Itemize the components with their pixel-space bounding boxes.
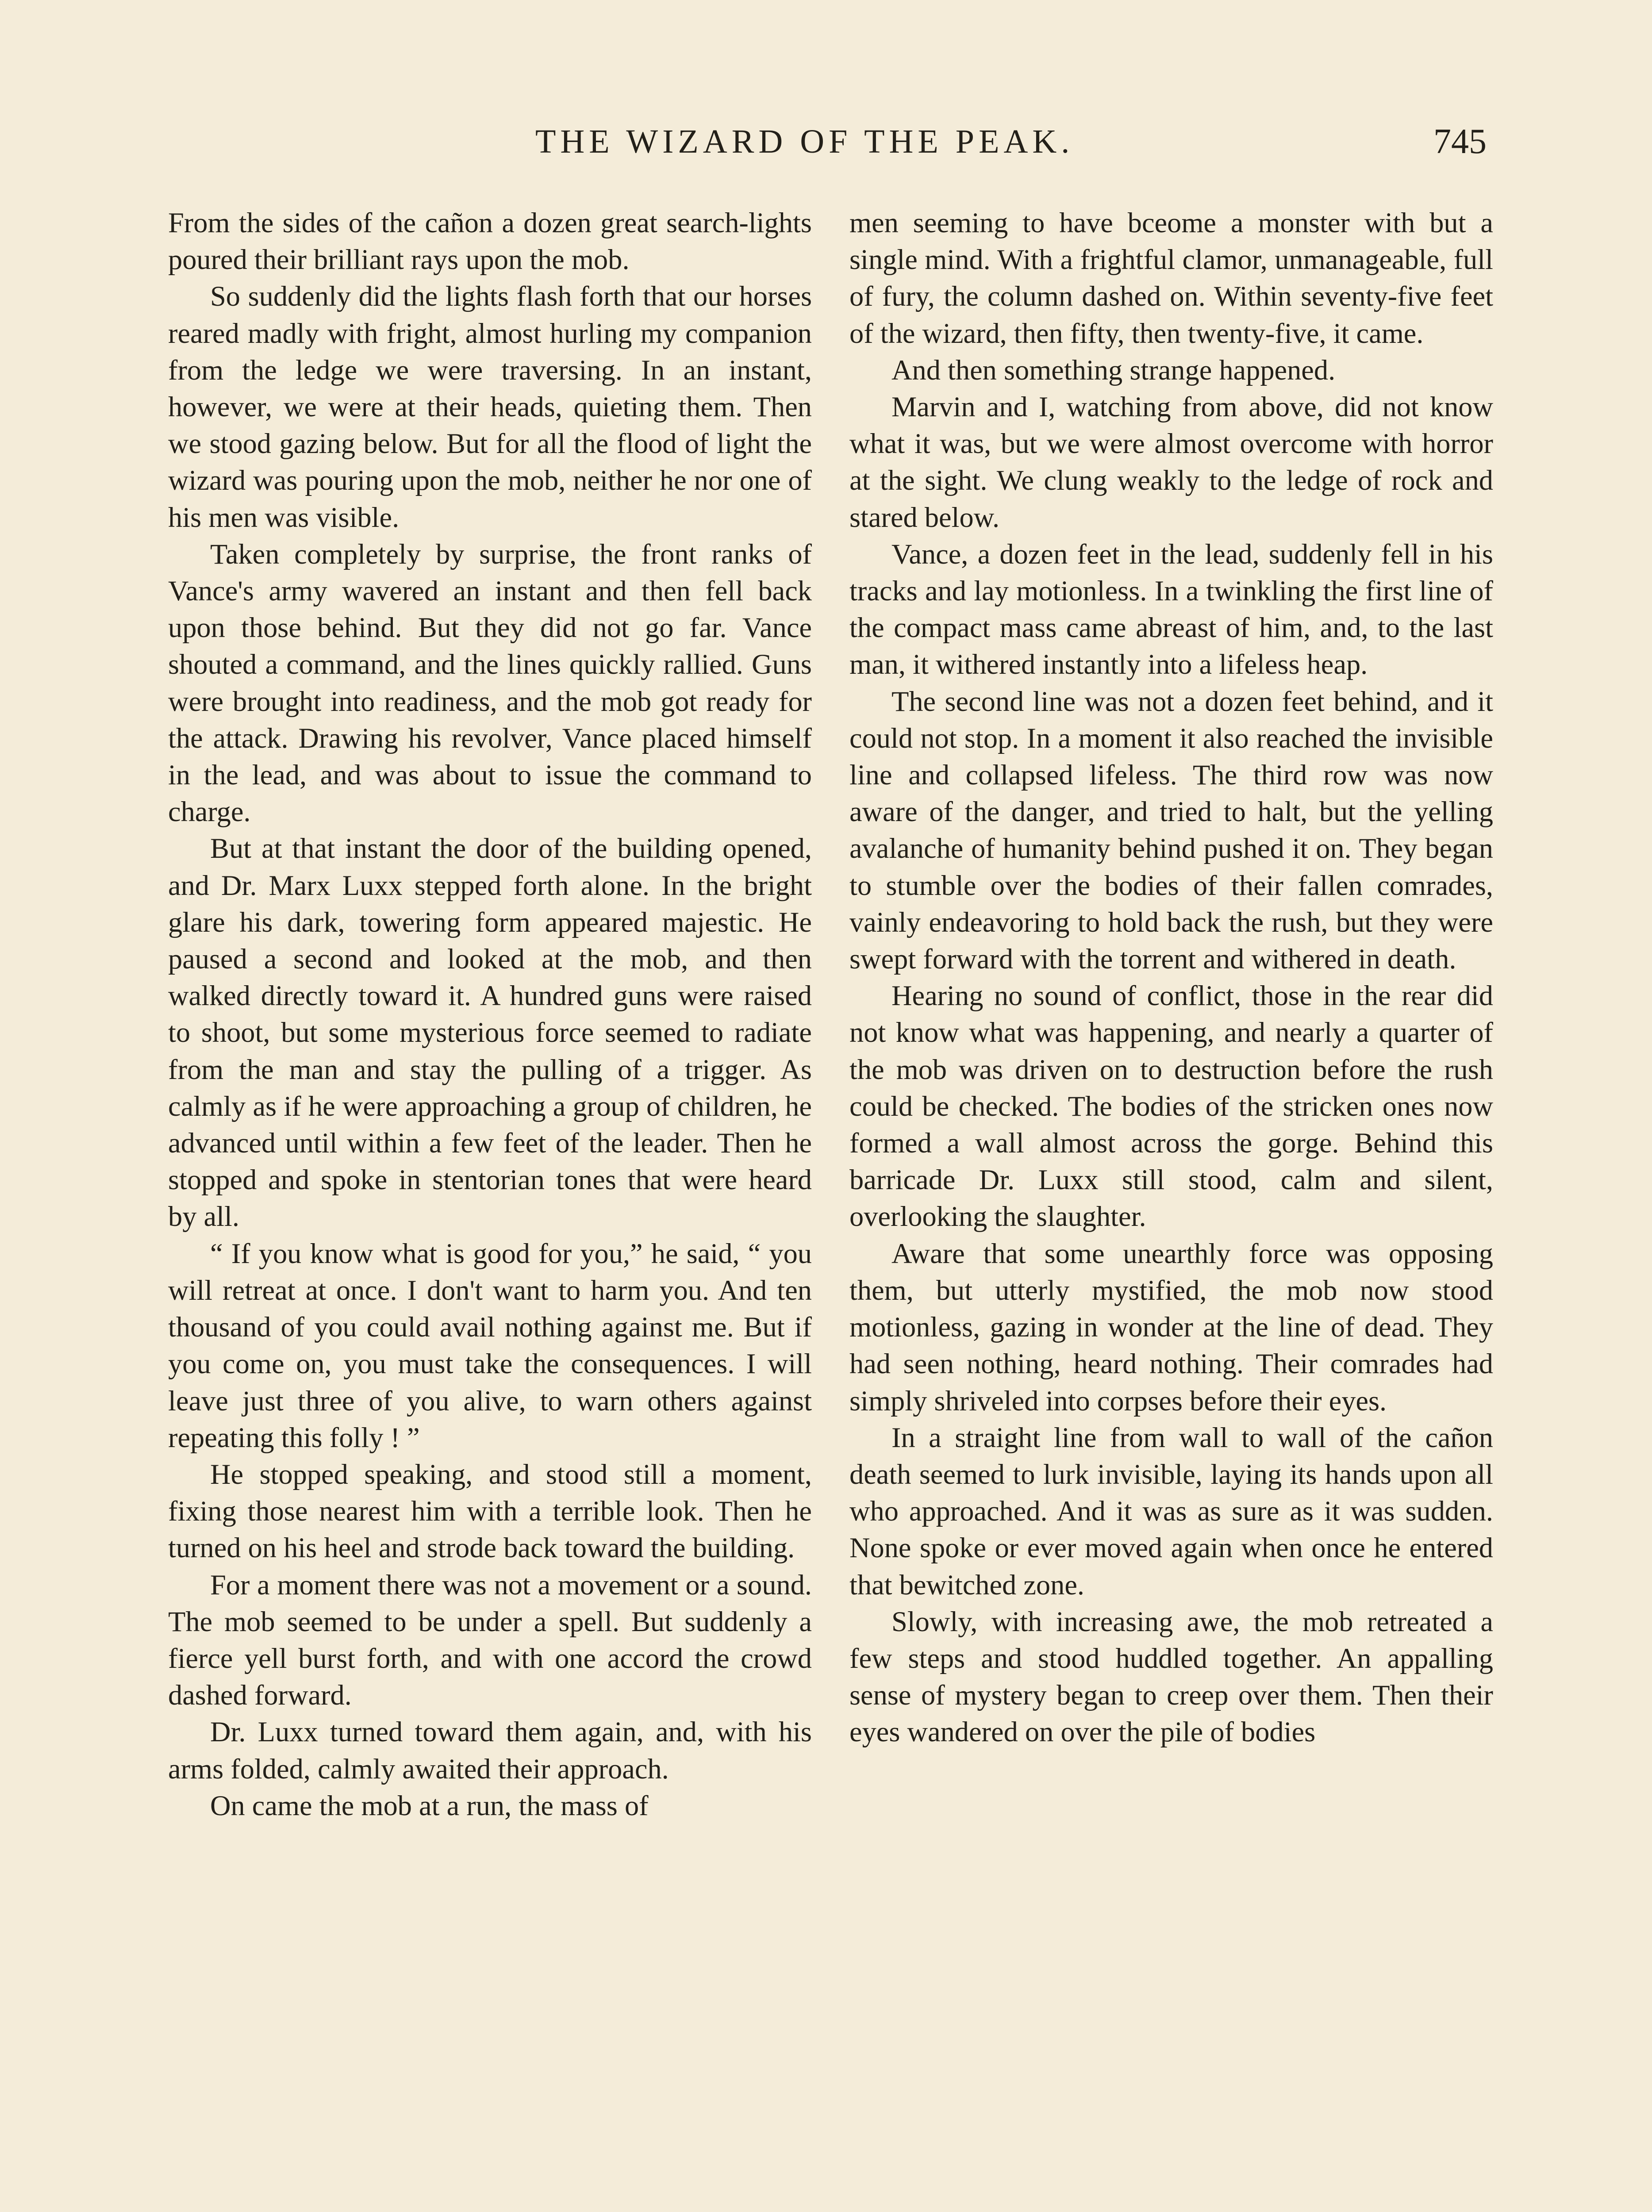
paragraph: “ If you know what is good for you,” he said, “ you will retreat at once. I don't want to harm you. And ten thousand of you could avail nothing against me. But if you come on, you must take the consequences. I will leave just three of you alive, to warn others against repeating this folly ! ” (168, 1237, 812, 1453)
page-number: 745 (1433, 122, 1487, 161)
paragraph: In a straight line from wall to wall of the cañon death seemed to lurk invisible, laying its hands upon all who approached. And it was as sure as it was sudden. None spoke or ever moved again when once he entered that bewitched zone. (849, 1421, 1493, 1601)
paragraph: Hearing no sound of conflict, those in the rear did not know what was happening, and nearly a quarter of the mob was driven on to destruction before the rush could be checked. The bodies of the stricken ones now formed a wall almost across the gorge. Behind this barricade Dr. Luxx still stood, calm and silent, overlooking the slaughter. (849, 980, 1493, 1233)
paragraph: The second line was not a dozen feet behind, and it could not stop. In a moment it also reached the invisible line and collapsed lifeless. The third row was now aware of the danger, and tried to halt, but the yelling avalanche of humanity behind pushed it on. They began to stumble over the bodies of their fallen comrades, vainly endeavoring to hold back the rush, but they were swept forward with the torrent and withered in death. (849, 685, 1493, 975)
paragraph: So suddenly did the lights flash forth that our horses reared madly with fright, almost hurling my companion from the ledge we were traversing. In an instant, however, we were at their heads, quieting them. Then we stood gazing below. But for all the flood of light the wizard was pouring upon the mob, neither he nor one of his men was visible. (168, 280, 812, 533)
paragraph: Dr. Luxx turned toward them again, and, with his arms folded, calmly awaited their approach. (168, 1716, 812, 1785)
paragraph: And then something strange happened. (891, 354, 1336, 386)
paragraph: On came the mob at a run, the mass of (210, 1790, 649, 1821)
page-header (168, 119, 1487, 168)
right-column (849, 204, 1493, 1751)
paragraph: men seeming to have bceome a monster with but a single mind. With a frightful clamor, unmanageable, full of fury, the column dashed on. Within seventy-five feet of the wizard, then fifty, then twenty-five, it came. (849, 207, 1493, 349)
left-column (168, 204, 812, 1824)
paragraph: He stopped speaking, and stood still a moment, fixing those nearest him with a terrible look. Then he turned on his heel and strode back toward the building. (168, 1458, 812, 1564)
running-title: THE WIZARD OF THE PEAK. (535, 123, 1074, 160)
paragraph: Slowly, with increasing awe, the mob retreated a few steps and stood huddled together. An appalling sense of mystery began to creep over them. Then their eyes wandered on over the pile of bodies (849, 1605, 1493, 1748)
paragraph: Aware that some unearthly force was opposing them, but utterly mystified, the mob now stood motionless, gazing in wonder at the line of dead. They had seen nothing, heard nothing. Their comrades had simply shriveled into corpses before their eyes. (849, 1237, 1493, 1417)
paragraph: But at that instant the door of the building opened, and Dr. Marx Luxx stepped forth alone. In the bright glare his dark, towering form appeared majestic. He paused a second and looked at the mob, and then walked directly toward it. A hundred guns were raised to shoot, but some mysterious force seemed to radiate from the man and stay the pulling of a trigger. As calmly as if he were approaching a group of children, he advanced until within a few feet of the leader. Then he stopped and spoke in stentorian tones that were heard by all. (168, 833, 812, 1233)
paragraph: Vance, a dozen feet in the lead, suddenly fell in his tracks and lay motionless. In a twinkling the first line of the compact mass came abreast of him, and, to the last man, it withered instantly into a lifeless heap. (849, 538, 1493, 680)
paragraph: Taken completely by surprise, the front ranks of Vance's army wavered an instant and then fell back upon those behind. But they did not go far. Vance shouted a command, and the lines quickly rallied. Guns were brought into readiness, and the mob got ready for the attack. Drawing his revolver, Vance placed himself in the lead, and was about to issue the command to charge. (168, 538, 812, 828)
paragraph: Marvin and I, watching from above, did not know what it was, but we were almost overcome with horror at the sight. We clung weakly to the ledge of rock and stared below. (849, 391, 1493, 533)
paragraph: From the sides of the cañon a dozen great search-lights poured their brilliant rays upon the mob. (168, 207, 812, 276)
paragraph: For a moment there was not a movement or a sound. The mob seemed to be under a spell. But suddenly a fierce yell burst forth, and with one accord the crowd dashed forward. (168, 1569, 812, 1711)
